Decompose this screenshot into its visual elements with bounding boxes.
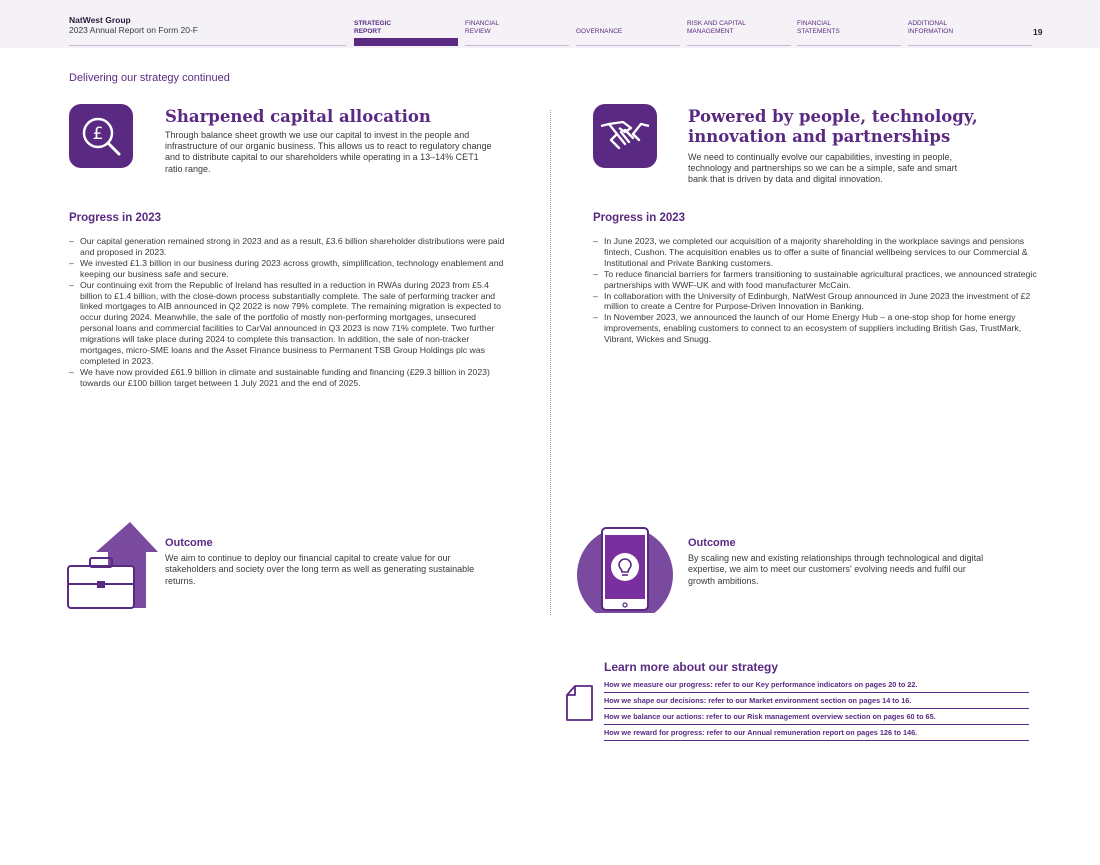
- list-item: – We invested £1.3 billion in our business during 2023 across growth, simplification, technology enablement and keeping our business safe and secure.: [69, 258, 511, 280]
- list-item: – We have now provided £61.9 billion in climate and sustainable funding and financing (£29.3 billion in 2023) towards our £100 billion target between 1 July 2021 and the end of 2025.: [69, 367, 511, 389]
- company-name: NatWest Group: [69, 15, 131, 25]
- nav-strategic-report[interactable]: STRATEGIC REPORT: [354, 20, 392, 35]
- learn-more-link-market[interactable]: How we shape our decisions: refer to our Market environment section on pages 14 to 16.: [604, 693, 1029, 709]
- left-outcome-title: Outcome: [165, 537, 213, 549]
- list-item: – Our capital generation remained strong in 2023 and as a result, £3.6 billion shareholder distributions were paid and proposed in 2023.: [69, 236, 511, 258]
- header-rule: [465, 45, 569, 46]
- column-divider: [550, 110, 551, 615]
- document-icon: [564, 684, 596, 722]
- list-item: – In collaboration with the University of Edinburgh, NatWest Group announced in June 2023 the investment of £2 million to create a Centre for Purpose-Driven Innovation in Banking.: [593, 291, 1039, 313]
- brand-block: [69, 15, 198, 35]
- right-intro: We need to continually evolve our capabilities, investing in people, technology and partnerships so we can be a simple, safe and smart bank that is driven by data and digital innovation.: [688, 152, 958, 185]
- learn-more-link-risk[interactable]: How we balance our actions: refer to our Risk management overview section on pages 60 to 65.: [604, 709, 1029, 725]
- nav-governance[interactable]: GOVERNANCE: [576, 28, 623, 35]
- nav-risk-capital[interactable]: RISK AND CAPITAL MANAGEMENT: [687, 20, 746, 35]
- left-intro: Through balance sheet growth we use our capital to invest in the people and infrastructure of our organic business. This allows us to react to regulatory change and to distribute capital to our shareholders while operating in a 13–14% CET1 ratio range.: [165, 130, 492, 174]
- page-number: 19: [1033, 27, 1043, 37]
- briefcase-arrow-icon: [66, 520, 160, 612]
- right-outcome-text: By scaling new and existing relationships through technological and digital expertise, we aim to meet our customers' evolving needs and fulfil our growth ambitions.: [688, 553, 984, 586]
- nav-financial-statements[interactable]: FINANCIAL STATEMENTS: [797, 20, 840, 35]
- pound-magnifier-icon: [69, 104, 133, 168]
- header-rule: [576, 45, 680, 46]
- nav-financial-review[interactable]: FINANCIAL REVIEW: [465, 20, 499, 35]
- svg-text:£: £: [92, 124, 104, 144]
- list-item: – In November 2023, we announced the launch of our Home Energy Hub – a one-stop shop for home energy improvements, enabling customers to connect to an ecosystem of suppliers including British Gas, TrustMark, Vibrant, Wickes and Snugg.: [593, 312, 1039, 345]
- report-title: 2023 Annual Report on Form 20-F: [69, 25, 198, 35]
- left-title: Sharpened capital allocation: [165, 107, 431, 126]
- right-title: [688, 107, 978, 147]
- learn-more-box: [604, 660, 1029, 741]
- list-item: – To reduce financial barriers for farmers transitioning to sustainable agricultural practices, we announced strategic partnerships with WWF-UK and with food manufacturer McCain.: [593, 269, 1039, 291]
- header-rule: [908, 45, 1032, 46]
- active-nav-indicator: [354, 38, 458, 46]
- list-item: – Our continuing exit from the Republic of Ireland has resulted in a reduction in RWAs during 2023 from £5.4 billion to £1.4 billion, with the close-down process substantially complete. The sale of performing tracker and linked mortgages to AIB announced in Q2 2022 is now 79% complete. The remaining migration is expected to occur during 2024. Meanwhile, the sale of the portfolio of mostly non-performing mortgages, unsecured personal loans and commercial facilities to CarVal announced in Q3 2023 is now 71% complete. Two further migrations will take place during 2024 to complete this transaction. In addition, the sale of non-tracker mortgages, micro-SME loans and the Asset Finance business to Permanent TSB Group Holdings plc was completed in 2023.: [69, 280, 511, 367]
- right-progress-list: [593, 236, 1039, 345]
- right-title-line2: innovation and partnerships: [688, 127, 951, 146]
- list-item: – In June 2023, we completed our acquisition of a majority shareholding in the workplace savings and pensions fintech, Cushon. The acquisition enables us to offer a suite of financial wellbeing services to our Commercial & Institutional and Private Banking customers.: [593, 236, 1039, 269]
- left-progress-list: [69, 236, 511, 389]
- right-outcome-title: Outcome: [688, 537, 736, 549]
- right-title-line1: Powered by people, technology,: [688, 107, 978, 126]
- nav-additional-information[interactable]: ADDITIONAL INFORMATION: [908, 20, 954, 35]
- header-rule: [687, 45, 791, 46]
- left-outcome-text: We aim to continue to deploy our financial capital to create value for our stakeholders and society over the long term as well as generating sustainable returns.: [165, 553, 475, 586]
- learn-more-link-kpi[interactable]: How we measure our progress: refer to our Key performance indicators on pages 20 to 22.: [604, 677, 1029, 693]
- phone-lightbulb-icon: [577, 527, 673, 613]
- left-progress-heading: Progress in 2023: [69, 212, 162, 224]
- right-outcome: [688, 537, 988, 587]
- header-rule: [69, 45, 346, 46]
- right-progress-heading: Progress in 2023: [593, 212, 686, 224]
- learn-more-link-remuneration[interactable]: How we reward for progress: refer to our Annual remuneration report on pages 126 to 146.: [604, 725, 1029, 741]
- learn-more-title: Learn more about our strategy: [604, 660, 779, 674]
- header-rule: [797, 45, 901, 46]
- handshake-icon: [593, 104, 657, 168]
- section-subtitle: Delivering our strategy continued: [69, 72, 230, 84]
- left-outcome: [165, 537, 475, 587]
